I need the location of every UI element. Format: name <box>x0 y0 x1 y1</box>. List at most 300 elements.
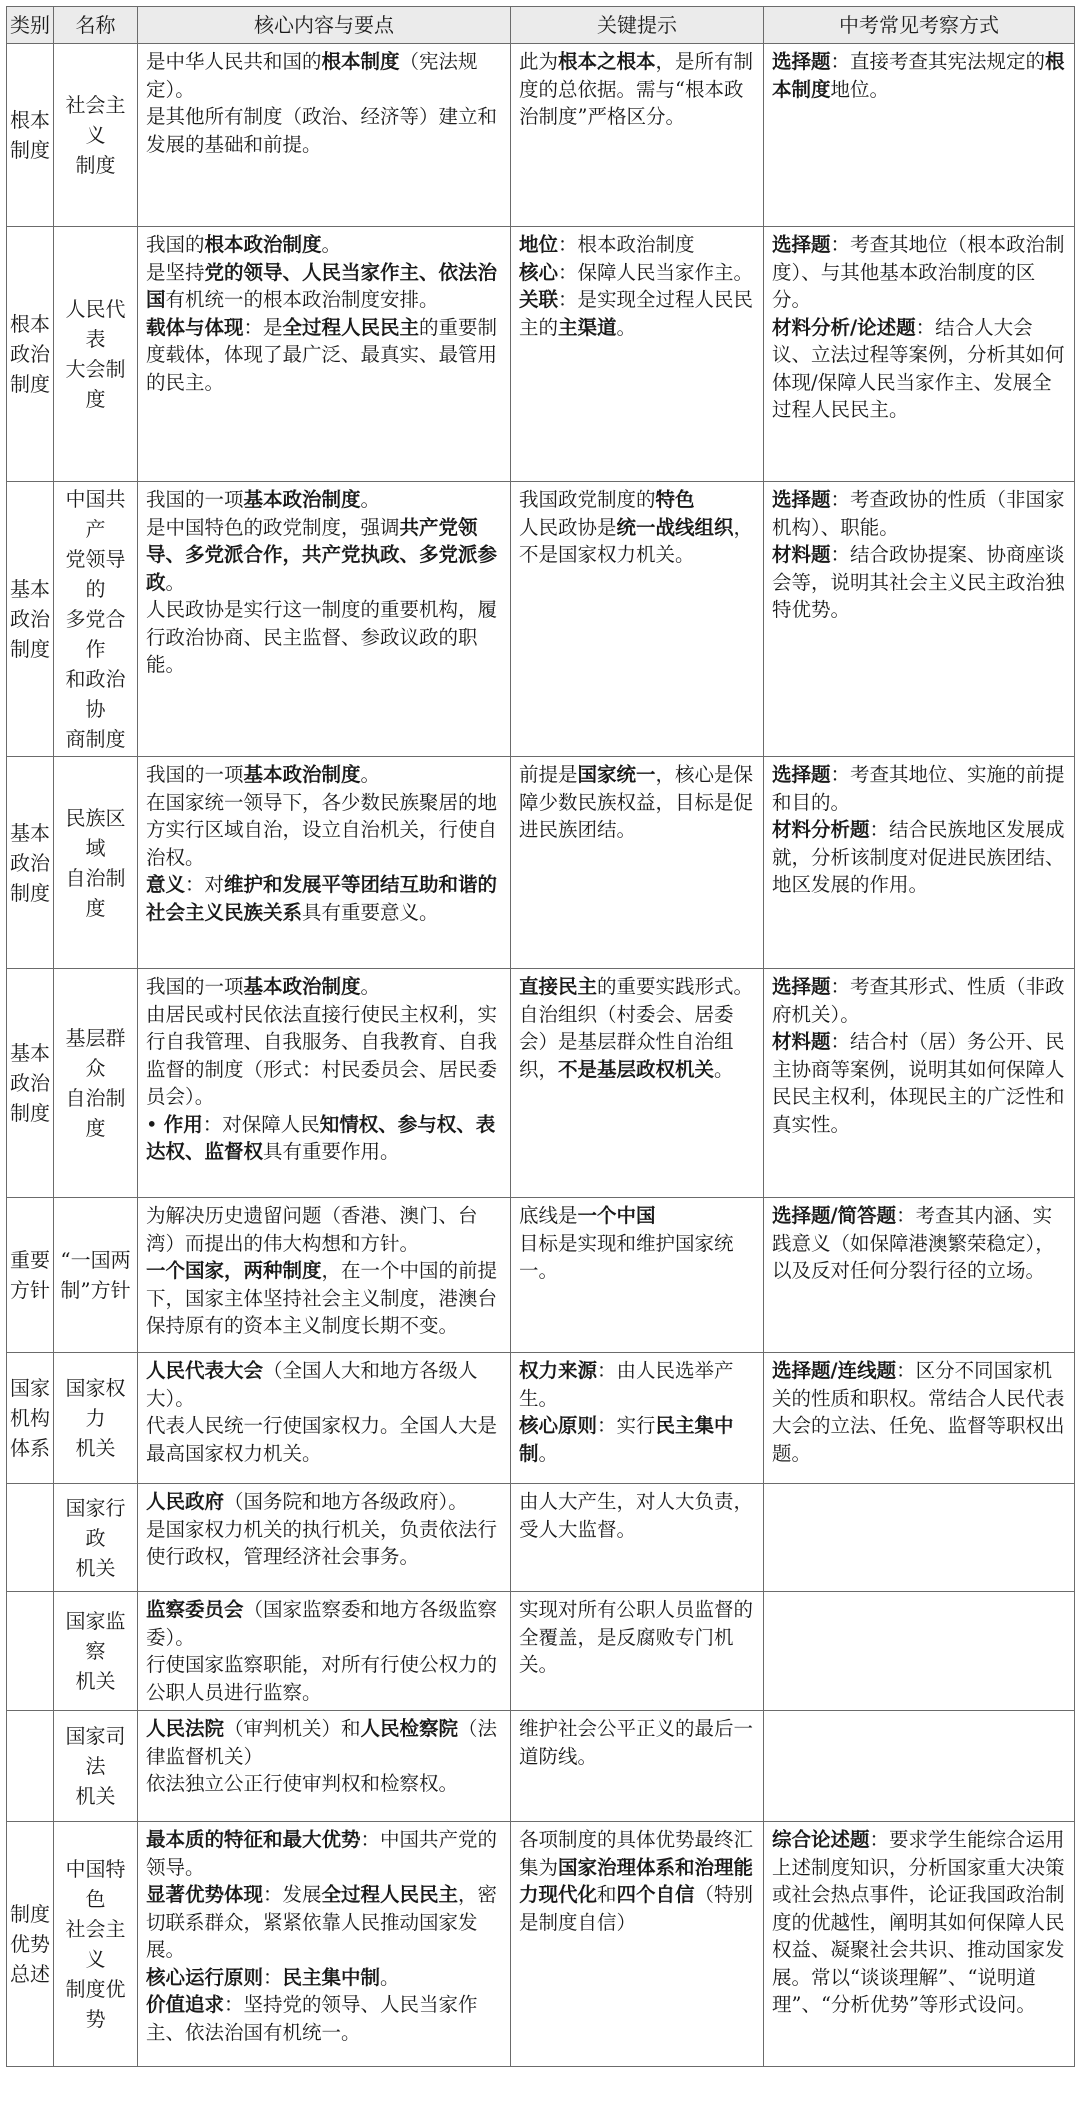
name-cell <box>54 1198 138 1353</box>
key-emphasis: 四个自信 <box>616 1883 695 1906</box>
category-cell <box>7 1592 54 1711</box>
core-line <box>146 1964 502 1992</box>
core-text: 我国的 <box>146 233 205 256</box>
name-text: 国家权力 <box>65 1376 126 1430</box>
category-cell <box>7 1198 54 1353</box>
key-emphasis: 民主集中制 <box>519 1414 734 1465</box>
category-line <box>10 1899 50 1929</box>
name-text: 制度 <box>75 153 116 177</box>
exam-emphasis: 根本制度 <box>772 50 1065 101</box>
category-text: 制度 <box>10 138 50 162</box>
name-text: 中国特色 <box>65 1857 126 1911</box>
category-text: 制度 <box>10 1902 50 1926</box>
name-line <box>57 604 134 664</box>
category-text: 机构 <box>10 1406 50 1430</box>
name-line <box>57 1606 134 1666</box>
exam-method-cell <box>764 44 1075 227</box>
name-line <box>57 544 134 604</box>
table-row <box>7 1822 1075 2067</box>
name-line <box>57 1974 134 2034</box>
category-text: 基本 <box>10 820 50 845</box>
core-text: （全国人大和地方各级人大）。 <box>146 1359 478 1410</box>
key-text: 的重要实践形式。 <box>597 975 754 998</box>
name-line <box>57 1721 134 1781</box>
name-line <box>57 354 134 414</box>
category-line <box>10 1403 50 1433</box>
name-text: 社会主义 <box>65 1917 126 1971</box>
core-emphasis: 基本政治制度 <box>243 488 361 511</box>
header-exam: 中考常见考察方式 <box>764 7 1075 44</box>
core-content-cell <box>138 969 511 1198</box>
key-line <box>519 1596 755 1679</box>
table-row <box>7 1353 1075 1484</box>
key-text: 人民政协是 <box>519 515 617 539</box>
core-content-cell <box>138 1198 511 1353</box>
core-line <box>146 1111 502 1166</box>
key-text: 和 <box>597 1883 617 1906</box>
key-emphasis: 地位 <box>519 233 559 256</box>
exam-method-cell <box>764 482 1075 757</box>
key-line <box>519 231 755 259</box>
key-line <box>519 286 755 341</box>
core-emphasis: 根本政治制度 <box>204 233 322 256</box>
core-text: ：是 <box>243 315 283 339</box>
exam-line <box>772 48 1066 103</box>
name-text: 制”方针 <box>60 1278 131 1302</box>
category-line <box>10 369 50 399</box>
key-emphasis: 核心原则 <box>519 1414 598 1437</box>
key-text: 此为 <box>519 50 559 73</box>
category-line <box>10 1068 50 1098</box>
key-line <box>519 1715 755 1770</box>
core-text: 我国的一项 <box>146 488 244 511</box>
core-line <box>146 1715 502 1770</box>
category-line <box>10 1038 50 1068</box>
exam-line <box>772 973 1066 1028</box>
exam-emphasis: 选择题/连线题 <box>772 1359 897 1382</box>
core-text: （宪法规定）。 <box>146 50 478 101</box>
name-text: 大会制度 <box>65 357 126 411</box>
category-line <box>10 818 50 848</box>
core-line <box>146 1257 502 1340</box>
name-cell <box>54 757 138 969</box>
core-line <box>146 1516 502 1571</box>
key-tip-cell <box>511 1711 764 1822</box>
name-text: 党领导的 <box>65 547 126 601</box>
core-line <box>146 259 502 314</box>
key-line <box>519 1488 755 1543</box>
exam-method-cell <box>764 1592 1075 1711</box>
category-line <box>10 878 50 908</box>
core-text: 依法独立公正行使审判权和检察权。 <box>146 1772 459 1795</box>
key-line <box>519 761 755 844</box>
core-emphasis: 人民代表大会 <box>146 1359 264 1382</box>
core-text: 行使国家监察职能，对所有行使公权力的公职人员进行监察。 <box>146 1653 498 1704</box>
table-row <box>7 1198 1075 1353</box>
category-line <box>10 1929 50 1959</box>
core-emphasis: 基本政治制度 <box>243 763 361 786</box>
category-text: 制度 <box>10 880 50 905</box>
core-line <box>146 973 502 1001</box>
exam-method-cell <box>764 757 1075 969</box>
exam-emphasis: 综合论述题 <box>772 1828 870 1851</box>
core-line <box>146 1596 502 1651</box>
category-line <box>10 105 50 135</box>
core-emphasis: 作用 <box>163 1112 203 1136</box>
core-text: 人民政协是实行这一制度的重要机构，履行政治协商、民主监督、参政议政的职能。 <box>146 598 498 676</box>
core-text: ，在一个中国的前提下，国家主体坚持社会主义制度，港澳台保持原有的资本主义制度长期不变。 <box>146 1259 498 1337</box>
name-line <box>57 90 134 150</box>
political-system-table <box>6 6 1075 2067</box>
category-text: 总述 <box>10 1962 50 1986</box>
category-text: 政治 <box>10 850 50 875</box>
category-text: 根本 <box>10 108 50 132</box>
core-line <box>146 1881 502 1964</box>
core-line <box>146 1826 502 1881</box>
core-text: 是坚持 <box>146 260 205 284</box>
core-text: ：对保障人民 <box>202 1112 320 1136</box>
key-emphasis: 一个中国 <box>577 1204 656 1227</box>
exam-text: ：要求学生能综合运用上述制度知识，分析国家重大决策或社会热点事件，论证我国政治制度的优越性，阐明其如何保障人民权益、凝聚社会共识、推动国家发展。常以“谈谈理解”、“说明道理”、“分析优势”等形式设问。 <box>772 1828 1065 2016</box>
core-line <box>146 1991 502 2046</box>
core-text: 。 <box>165 570 186 594</box>
key-tip-cell <box>511 1353 764 1484</box>
table-body <box>7 44 1075 2067</box>
key-tip-cell <box>511 44 764 227</box>
key-text: 自治组织（村委会、居委会）是基层群众性自治组织， <box>519 1002 734 1081</box>
table-row <box>7 1592 1075 1711</box>
key-emphasis: 不是基层政权机关 <box>558 1057 715 1081</box>
key-emphasis: 关联 <box>519 288 559 311</box>
category-cell <box>7 482 54 757</box>
key-emphasis: 国家治理体系和治理能力现代化 <box>519 1855 754 1906</box>
key-emphasis: 统一战线组织 <box>616 515 734 539</box>
core-text: ： <box>263 1965 283 1989</box>
key-tip-cell <box>511 1822 764 2067</box>
category-text: 优势 <box>10 1932 50 1956</box>
category-cell <box>7 1822 54 2067</box>
key-text: 由人大产生，对人大负责，受人大监督。 <box>519 1490 754 1541</box>
name-line <box>57 1275 134 1305</box>
header-name: 名称 <box>54 7 138 44</box>
category-line <box>10 1245 50 1275</box>
name-line <box>57 1083 134 1143</box>
core-text: （法律监督机关） <box>146 1717 498 1768</box>
key-emphasis: 国家统一 <box>577 763 656 786</box>
key-text: 底线是 <box>519 1204 578 1227</box>
exam-method-cell <box>764 1484 1075 1592</box>
table-row <box>7 969 1075 1198</box>
key-text: 。 <box>538 1441 559 1465</box>
key-text: ：由人民选举产生。 <box>519 1359 734 1410</box>
exam-emphasis: 材料分析题 <box>772 818 870 841</box>
key-line <box>519 1202 755 1230</box>
key-text: 。 <box>616 315 637 339</box>
name-text: 国家监察 <box>65 1609 126 1663</box>
core-emphasis: 一个国家，两种制度 <box>146 1259 322 1282</box>
exam-text: ：结合村（居）务公开、民主协商等案例，说明其如何保障人民民主权利，体现民主的广泛性和真实性。 <box>772 1030 1065 1136</box>
key-tip-cell <box>511 227 764 482</box>
exam-text: ：考查其地位（根本政治制度）、与其他基本政治制度的区分。 <box>772 233 1065 311</box>
name-text: 机关 <box>75 1784 116 1808</box>
name-cell <box>54 1353 138 1484</box>
name-text: 和政治协 <box>65 667 126 721</box>
header-core: 核心内容与要点 <box>138 7 511 44</box>
core-emphasis: 人民检察院 <box>360 1717 459 1740</box>
key-text: ：是实现全过程人民民主的 <box>519 288 754 339</box>
category-line <box>10 634 50 664</box>
key-emphasis: 根本之根本 <box>558 50 656 73</box>
category-line <box>10 309 50 339</box>
key-line <box>519 486 755 514</box>
name-text: 自治制度 <box>65 1086 126 1140</box>
category-line <box>10 339 50 369</box>
exam-text: ：考查其内涵、实践意义（如保障港澳繁荣稳定），以及反对任何分裂行径的立场。 <box>772 1204 1055 1282</box>
category-text: 重要 <box>10 1248 50 1272</box>
name-cell <box>54 227 138 482</box>
core-emphasis: 最本质的特征和最大优势 <box>146 1828 361 1851</box>
core-emphasis: 基本政治制度 <box>243 975 361 998</box>
core-content-cell <box>138 227 511 482</box>
name-line <box>57 1493 134 1553</box>
name-line <box>57 1023 134 1083</box>
name-line <box>57 1433 134 1463</box>
core-text: 的重要制度载体，体现了最广泛、最真实、最管用的民主。 <box>146 315 498 394</box>
core-emphasis: 共产党领导、多党派合作，共产党执政、多党派参政 <box>146 515 498 594</box>
core-line <box>146 231 502 259</box>
exam-emphasis: 选择题 <box>772 975 831 998</box>
category-line <box>10 1098 50 1128</box>
key-line <box>519 973 755 1001</box>
name-line <box>57 664 134 724</box>
core-content-cell <box>138 1822 511 2067</box>
exam-line <box>772 1202 1066 1285</box>
core-text: 为解决历史遗留问题（香港、澳门、台湾）而提出的伟大构想和方针。 <box>146 1204 478 1255</box>
name-text: 自治制度 <box>65 865 126 920</box>
core-emphasis: 价值追求 <box>146 1993 225 2016</box>
core-emphasis: 全过程人民民主 <box>321 1883 459 1906</box>
core-content-cell <box>138 1592 511 1711</box>
category-text: 政治 <box>10 607 50 631</box>
key-tip-cell <box>511 1592 764 1711</box>
core-text: • <box>146 1112 164 1136</box>
exam-method-cell <box>764 1353 1075 1484</box>
name-text: 机关 <box>75 1555 116 1580</box>
table-row <box>7 227 1075 482</box>
category-line <box>10 1373 50 1403</box>
core-line <box>146 789 502 872</box>
exam-emphasis: 材料题 <box>772 1030 831 1053</box>
exam-emphasis: 材料分析/论述题 <box>772 315 916 339</box>
core-text: ：对 <box>185 873 225 896</box>
exam-method-cell <box>764 227 1075 482</box>
name-cell <box>54 969 138 1198</box>
name-cell <box>54 44 138 227</box>
core-line <box>146 1001 502 1111</box>
core-emphasis: 党的领导、人民当家作主、依法治国 <box>146 260 498 311</box>
exam-text: ：结合政协提案、协商座谈会等，说明其社会主义民主政治独特优势。 <box>772 543 1065 621</box>
core-text: 由居民或村民依法直接行使民主权利，实行自我管理、自我服务、自我教育、自我监督的制度（形式：村民委员会、居民委员会）。 <box>146 1002 498 1108</box>
header-category: 类别 <box>7 7 54 44</box>
key-emphasis: 权力来源 <box>519 1359 598 1382</box>
key-emphasis: 直接民主 <box>519 975 598 998</box>
name-cell <box>54 1484 138 1592</box>
core-emphasis: 维护和发展平等团结互助和谐的社会主义民族关系 <box>146 873 498 924</box>
name-cell <box>54 1711 138 1822</box>
exam-line <box>772 1028 1066 1138</box>
exam-method-cell <box>764 969 1075 1198</box>
exam-emphasis: 选择题/简答题 <box>772 1204 897 1227</box>
category-text: 国家 <box>10 1376 50 1400</box>
key-tip-cell <box>511 1198 764 1353</box>
table-row <box>7 482 1075 757</box>
core-text: ：发展 <box>263 1883 322 1906</box>
core-text: ，密切联系群众，紧紧依靠人民推动国家发展。 <box>146 1883 498 1961</box>
exam-method-cell <box>764 1198 1075 1353</box>
name-line <box>57 1781 134 1811</box>
table-row <box>7 1484 1075 1592</box>
core-text: 具有重要意义。 <box>302 900 439 924</box>
key-line <box>519 1001 755 1084</box>
key-line <box>519 1230 755 1285</box>
exam-text: ：直接考查其宪法规定的 <box>830 50 1046 73</box>
core-text: 是其他所有制度（政治、经济等）建立和发展的基础和前提。 <box>146 105 498 156</box>
name-text: 机关 <box>75 1436 116 1460</box>
key-tip-cell <box>511 1484 764 1592</box>
category-text: 制度 <box>10 1101 50 1125</box>
name-text: 多党合作 <box>65 607 126 661</box>
exam-line <box>772 816 1066 899</box>
core-text: 。 <box>360 975 381 998</box>
name-text: 制度优势 <box>65 1977 126 2031</box>
core-text: 代表人民统一行使国家权力。全国人大是最高国家权力机关。 <box>146 1414 498 1465</box>
core-text: 有机统一的根本政治制度安排。 <box>165 288 439 311</box>
exam-text: ：结合人大会议、立法过程等案例，分析其如何体现/保障人民当家作主、发展全过程人民民主。 <box>772 315 1065 421</box>
core-text: 是国家权力机关的执行机关，负责依法行使行政权，管理经济社会事务。 <box>146 1517 498 1568</box>
exam-emphasis: 选择题 <box>772 763 831 786</box>
core-line <box>146 1651 502 1706</box>
name-text: 机关 <box>75 1669 116 1693</box>
exam-line <box>772 314 1066 424</box>
core-line <box>146 761 502 789</box>
key-line <box>519 1357 755 1412</box>
core-text: 。 <box>360 763 381 786</box>
core-emphasis: 意义 <box>146 873 186 896</box>
name-text: 基层群众 <box>65 1026 126 1080</box>
category-cell <box>7 969 54 1198</box>
exam-text: ：结合民族地区发展成就，分析该制度对促进民族团结、地区发展的作用。 <box>772 818 1065 896</box>
key-text: ：保障人民当家作主。 <box>558 260 754 284</box>
core-emphasis: 人民政府 <box>146 1490 225 1513</box>
exam-text: ：考查其地位、实施的前提和目的。 <box>772 763 1065 814</box>
name-text: 人民代表 <box>65 297 126 351</box>
name-line <box>57 1553 134 1583</box>
category-line <box>10 1959 50 1989</box>
key-text: 维护社会公平正义的最后一道防线。 <box>519 1717 754 1768</box>
name-text: “一国两 <box>60 1248 131 1272</box>
table-row <box>7 1711 1075 1822</box>
core-text: 是中国特色的政党制度，强调 <box>146 515 400 539</box>
header-key: 关键提示 <box>511 7 764 44</box>
name-text: 民族区域 <box>65 805 126 860</box>
exam-emphasis: 选择题 <box>772 50 831 73</box>
exam-method-cell <box>764 1822 1075 2067</box>
core-content-cell <box>138 482 511 757</box>
key-text: 。 <box>714 1057 734 1081</box>
category-cell <box>7 1484 54 1592</box>
key-emphasis: 主渠道 <box>558 315 617 339</box>
core-content-cell <box>138 44 511 227</box>
core-line <box>146 596 502 679</box>
category-line <box>10 1433 50 1463</box>
category-text: 根本 <box>10 312 50 336</box>
category-text: 政治 <box>10 1071 50 1095</box>
exam-line <box>772 1357 1066 1467</box>
core-text: 。 <box>321 233 342 256</box>
name-line <box>57 1914 134 1974</box>
category-cell <box>7 1353 54 1484</box>
core-line <box>146 48 502 103</box>
name-line <box>57 1666 134 1696</box>
name-line <box>57 484 134 544</box>
core-content-cell <box>138 757 511 969</box>
category-cell <box>7 757 54 969</box>
key-line <box>519 514 755 569</box>
category-text: 体系 <box>10 1436 50 1460</box>
core-emphasis: 知情权、参与权、表达权、监督权 <box>146 1112 496 1163</box>
exam-line <box>772 486 1066 541</box>
core-line <box>146 314 502 397</box>
category-text: 制度 <box>10 372 50 396</box>
key-text: ，是所有制度的总依据。需与“根本政治制度”严格区分。 <box>519 50 754 128</box>
core-line <box>146 871 502 926</box>
exam-method-cell <box>764 1711 1075 1822</box>
exam-line <box>772 541 1066 624</box>
core-text: 我国的一项 <box>146 763 244 786</box>
name-text: 商制度 <box>65 727 126 751</box>
key-text: 实现对所有公职人员监督的全覆盖，是反腐败专门机关。 <box>519 1598 754 1676</box>
name-line <box>57 803 134 863</box>
core-text: 是中华人民共和国的 <box>146 50 322 73</box>
core-text: （审判机关）和 <box>224 1717 361 1740</box>
core-line <box>146 1357 502 1412</box>
name-cell <box>54 1592 138 1711</box>
core-line <box>146 514 502 597</box>
name-line <box>57 294 134 354</box>
category-text: 基本 <box>10 577 50 601</box>
category-line <box>10 848 50 878</box>
exam-text: ：区分不同国家机关的性质和职权。常结合人民代表大会的立法、任免、监督等职权出题。 <box>772 1359 1065 1465</box>
key-text: ，不是国家权力机关。 <box>519 515 754 566</box>
key-tip-cell <box>511 757 764 969</box>
core-emphasis: 载体与体现 <box>146 315 244 339</box>
core-text: 具有重要作用。 <box>263 1140 400 1163</box>
core-content-cell <box>138 1711 511 1822</box>
core-text: ：中国共产党的领导。 <box>146 1828 498 1879</box>
key-text: 目标是实现和维护国家统一。 <box>519 1231 734 1282</box>
name-text: 社会主义 <box>65 93 126 147</box>
category-text: 基本 <box>10 1041 50 1065</box>
key-emphasis: 特色 <box>655 488 695 511</box>
exam-text: 地位。 <box>830 77 890 101</box>
exam-text: ：考查其形式、性质（非政府机关）。 <box>772 975 1065 1026</box>
key-emphasis: 核心 <box>519 260 559 284</box>
name-line <box>57 150 134 180</box>
core-emphasis: 全过程人民民主 <box>282 315 420 339</box>
name-line <box>57 1854 134 1914</box>
core-text: 。 <box>380 1965 400 1989</box>
name-text: 国家行政 <box>65 1495 126 1550</box>
